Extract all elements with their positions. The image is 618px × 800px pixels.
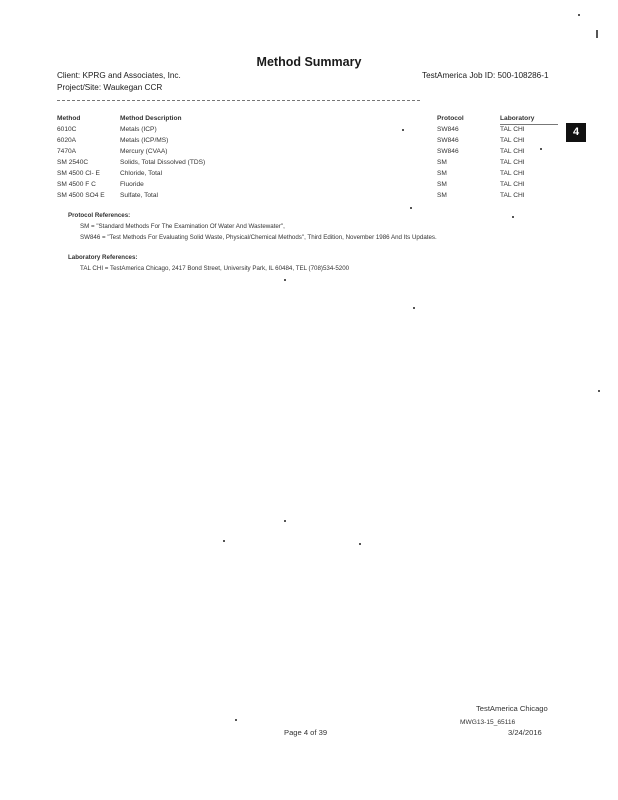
row-protocol: SM <box>437 170 447 177</box>
row-description: Metals (ICP/MS) <box>120 137 169 144</box>
project-site: Project/Site: Waukegan CCR <box>57 83 163 92</box>
row-method: SM 2540C <box>57 159 89 166</box>
footer-doc-id: MWG13-15_65116 <box>460 719 516 726</box>
scan-speck <box>284 279 286 281</box>
job-id: TestAmerica Job ID: 500-108286-1 <box>422 71 549 80</box>
row-laboratory: TAL CHI <box>500 148 525 155</box>
scan-speck <box>284 520 286 522</box>
protocol-reference-sw846: SW846 = "Test Methods For Evaluating Solid Waste, Physical/Chemical Methods", Third Edition, November 1986 And Its Updates. <box>80 234 437 241</box>
row-method: SM 4500 F C <box>57 181 96 188</box>
scan-speck <box>598 390 600 392</box>
scan-speck <box>235 719 237 721</box>
protocol-references-heading: Protocol References: <box>68 212 131 219</box>
scan-speck <box>410 207 412 209</box>
row-method: 6010C <box>57 126 77 133</box>
laboratory-references-heading: Laboratory References: <box>68 254 138 261</box>
scan-speck <box>512 216 514 218</box>
row-laboratory: TAL CHI <box>500 181 525 188</box>
row-protocol: SW846 <box>437 137 459 144</box>
row-laboratory: TAL CHI <box>500 137 525 144</box>
row-description: Sulfate, Total <box>120 192 159 199</box>
row-protocol: SM <box>437 181 447 188</box>
page-title: Method Summary <box>256 55 362 69</box>
row-method: SM 4500 Cl- E <box>57 170 100 177</box>
scan-speck <box>578 14 580 16</box>
row-description: Fluoride <box>120 181 144 188</box>
row-description: Solids, Total Dissolved (TDS) <box>120 159 206 166</box>
row-protocol: SM <box>437 159 447 166</box>
row-description: Metals (ICP) <box>120 126 157 133</box>
header-divider <box>57 100 420 101</box>
row-method: 7470A <box>57 148 77 155</box>
client-name: Client: KPRG and Associates, Inc. <box>57 71 181 80</box>
row-method: 6020A <box>57 137 77 144</box>
row-description: Mercury (CVAA) <box>120 148 168 155</box>
footer-date: 3/24/2016 <box>508 728 542 737</box>
section-tab: 4 <box>566 123 586 142</box>
laboratory-underline <box>500 124 558 125</box>
row-description: Chloride, Total <box>120 170 163 177</box>
scan-speck <box>359 543 361 545</box>
row-protocol: SW846 <box>437 126 459 133</box>
footer-page-number: Page 4 of 39 <box>284 728 328 737</box>
scan-speck <box>413 307 415 309</box>
row-method: SM 4500 SO4 E <box>57 192 105 199</box>
row-protocol: SW846 <box>437 148 459 155</box>
col-header-method: Method <box>57 115 81 122</box>
col-header-description: Method Description <box>120 115 182 122</box>
row-laboratory: TAL CHI <box>500 126 525 133</box>
scan-speck <box>402 129 404 131</box>
scan-speck <box>540 148 542 150</box>
scan-speck <box>223 540 225 542</box>
col-header-protocol: Protocol <box>437 115 464 122</box>
laboratory-reference-tal-chi: TAL CHI = TestAmerica Chicago, 2417 Bond Street, University Park, IL 60484, TEL (708)534-5200 <box>80 265 350 272</box>
col-header-laboratory: Laboratory <box>500 115 535 122</box>
protocol-reference-sm: SM = "Standard Methods For The Examination Of Water And Wastewater", <box>80 223 285 230</box>
row-protocol: SM <box>437 192 447 199</box>
scan-speck <box>596 30 598 38</box>
footer-company: TestAmerica Chicago <box>476 704 548 713</box>
row-laboratory: TAL CHI <box>500 192 525 199</box>
row-laboratory: TAL CHI <box>500 170 525 177</box>
row-laboratory: TAL CHI <box>500 159 525 166</box>
